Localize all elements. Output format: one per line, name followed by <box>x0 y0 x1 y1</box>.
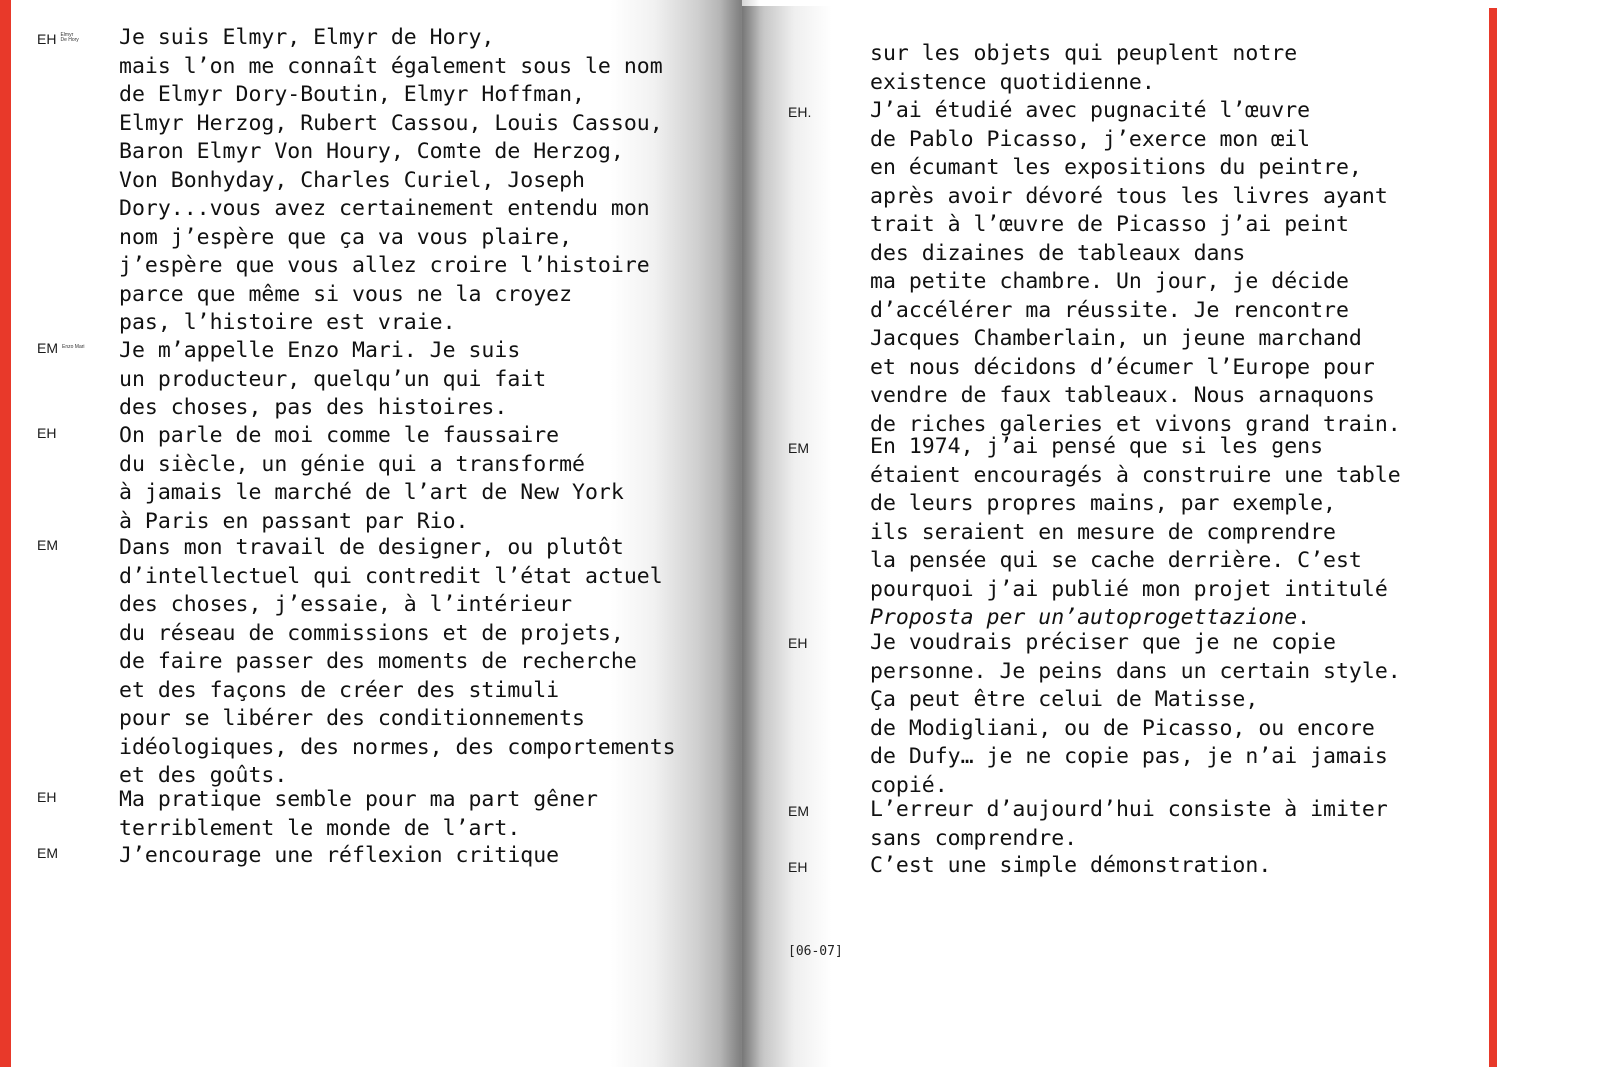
dialogue-text: J’ai étudié avec pugnacité l’œuvre de Pablo Picasso, j’exerce mon œil en écumant les expositions du peintre, après avoir dévoré tous les livres ayant trait à l’œuvre de Picasso j’ai peint des dizaines de tableaux dans ma petite chambre. Un jour, je décide d’accélérer ma réussite. Je rencontre Jacques Chamberlain, un jeune marchand et nous décidons d’écumer l’Europe pour vendre de faux tableaux. Nous arnaquons de riches galeries et vivons grand train. <box>870 98 1401 437</box>
dialogue-text: C’est une simple démonstration. <box>870 853 1272 878</box>
dialogue-text: sur les objets qui peuplent notre existence quotidienne. <box>870 41 1298 95</box>
speaker-label: EM <box>37 537 58 553</box>
speaker-full-name: Enzo Mari <box>62 344 85 350</box>
speaker-label: EH <box>788 859 808 875</box>
right-red-edge <box>1489 8 1497 1067</box>
right-page <box>742 6 1489 1067</box>
speaker-label: EH <box>37 425 57 441</box>
dialogue-text: En 1974, j’ai pensé que si les gens étaient encouragés à construire une table de leurs propres mains, par exemple, ils seraient en mesure de comprendre la pensée qui se cache derrière. C’est pourquoi j’ai publié mon projet intitulé Proposta per un’autoprogettazione. <box>870 434 1401 630</box>
page-number: [06-07] <box>788 944 843 959</box>
speaker-label: EH Elmyr De Hory <box>37 31 79 47</box>
project-title: Proposta per un’autoprogettazione <box>870 605 1298 630</box>
dialogue-text: Ma pratique semble pour ma part gêner terriblement le monde de l’art. <box>119 787 598 841</box>
dialogue-text: J’encourage une réflexion critique <box>119 843 560 868</box>
left-page <box>11 0 742 1067</box>
speaker-label: EM <box>37 845 58 861</box>
speaker-label: EM <box>788 440 809 456</box>
dialogue-text: Dans mon travail de designer, ou plutôt d’intellectuel qui contredit l’état actuel des choses, j’essaie, à l’intérieur du réseau de commissions et de projets, de faire passer des moments de recherche et des façons de créer des stimuli pour se libérer des conditionnements idéologiques, des normes, des comportements et des goûts. <box>119 535 676 788</box>
speaker-label: EH <box>37 789 57 805</box>
speaker-label: EM Enzo Mari <box>37 340 85 356</box>
left-red-edge <box>0 0 11 1067</box>
dialogue-text: On parle de moi comme le faussaire du siècle, un génie qui a transformé à jamais le marché de l’art de New York à Paris en passant par Rio. <box>119 423 624 534</box>
speaker-label: EH <box>788 635 808 651</box>
dialogue-text: L’erreur d’aujourd’hui consiste à imiter sans comprendre. <box>870 797 1388 851</box>
dialogue-text: Je suis Elmyr, Elmyr de Hory, mais l’on me connaît également sous le nom de Elmyr Dory-Boutin, Elmyr Hoffman, Elmyr Herzog, Rubert Cassou, Louis Cassou, Baron Elmyr Von Houry, Comte de Herzog, Von Bonhyday, Charles Curiel, Joseph Dory...vous avez certainement entendu mon nom j’espère que ça va vous plaire, j’espère que vous allez croire l’histoire parce que même si vous ne la croyez pas, l’histoire est vraie. <box>119 25 663 335</box>
gutter-shadow <box>720 0 760 1067</box>
speaker-label: EH. <box>788 104 812 120</box>
dialogue-text: Je voudrais préciser que je ne copie personne. Je peins dans un certain style. Ça peut être celui de Matisse, de Modigliani, ou de Picasso, ou encore de Dufy… je ne copie pas, je n’ai jamais copié. <box>870 630 1401 798</box>
speaker-label: EM <box>788 803 809 819</box>
dialogue-text: Je m’appelle Enzo Mari. Je suis un producteur, quelqu’un qui fait des choses, pas des histoires. <box>119 338 547 420</box>
speaker-full-name: Elmyr De Hory <box>60 32 79 43</box>
